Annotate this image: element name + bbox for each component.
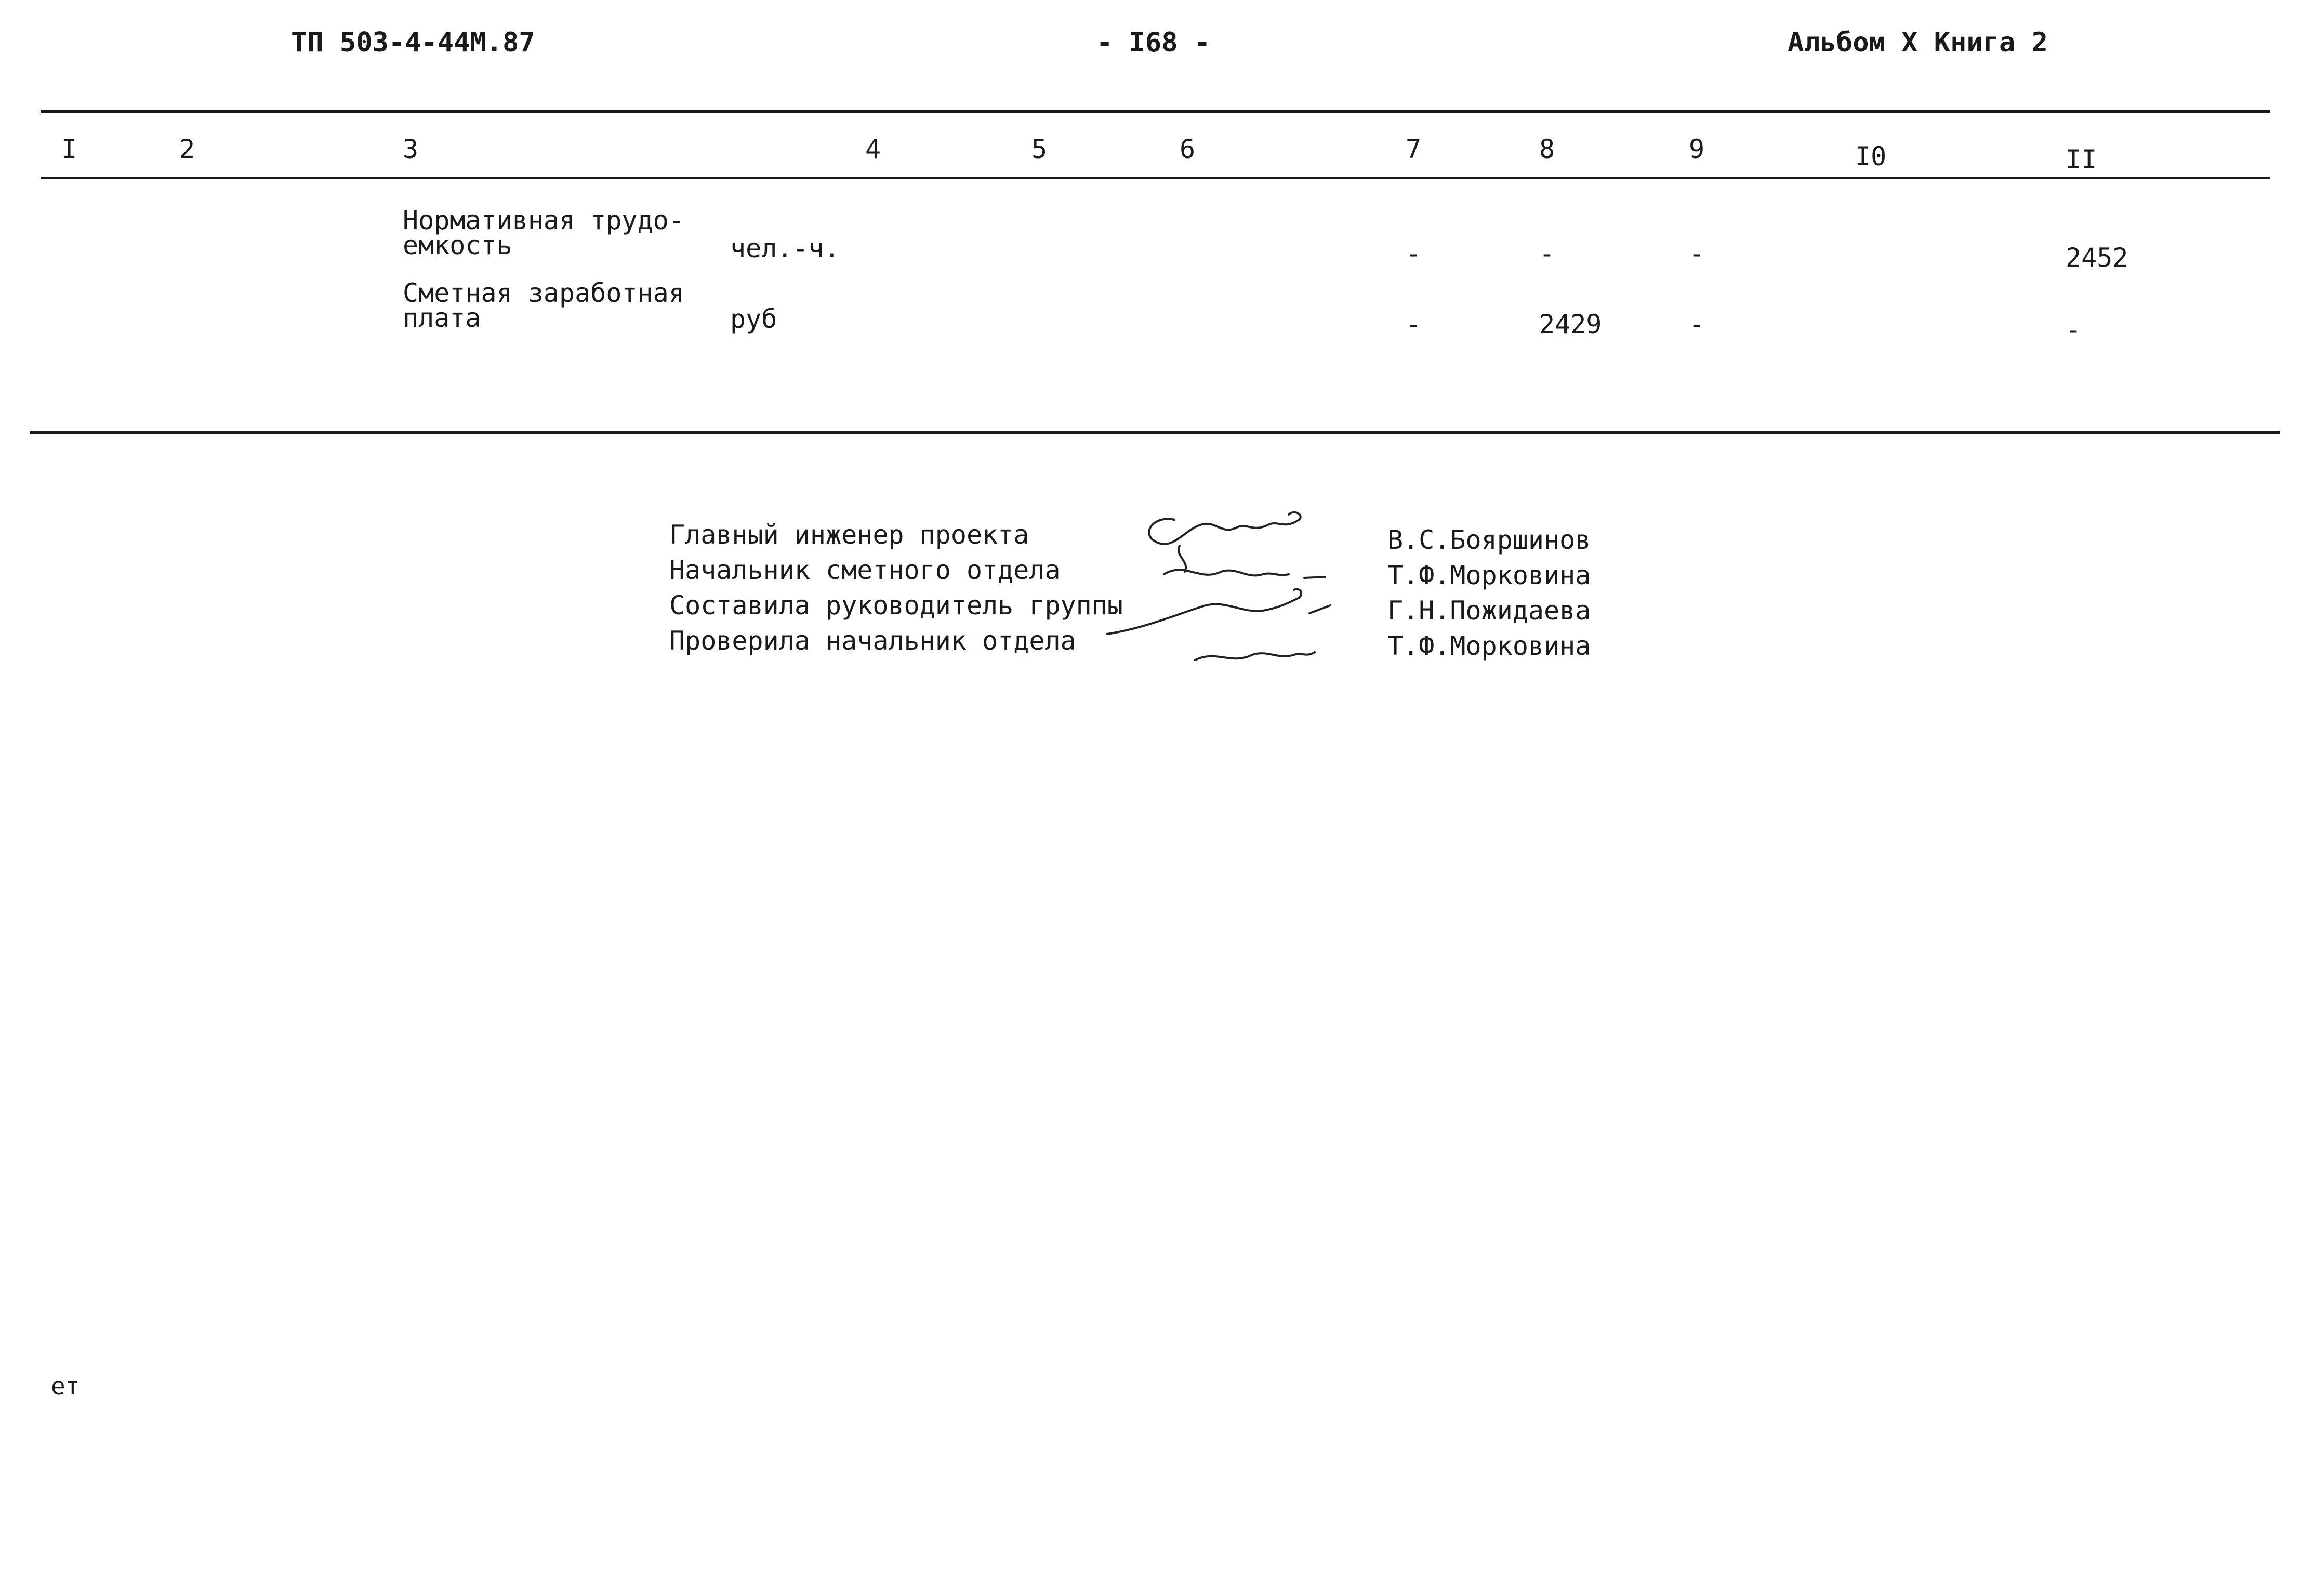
signer-name: Т.Ф.Морковина [1387,631,1591,661]
signer-name: В.С.Бояршинов [1387,525,1591,555]
row-name [403,205,684,260]
column-number: 2 [179,134,195,164]
row-unit: руб [730,304,777,334]
column-number: 9 [1689,134,1705,164]
signer-name: Т.Ф.Морковина [1387,560,1591,590]
signer-role: Главный инженер проекта [669,520,1029,550]
page-number: - I68 - [1096,27,1211,58]
row-value-col8: - [1539,239,1555,269]
column-number: 5 [1031,134,1048,164]
signer-name: Г.Н.Пожидаева [1387,596,1591,626]
column-number: 8 [1539,134,1555,164]
signer-role: Проверила начальник отдела [669,626,1076,656]
row-name-line: Нормативная трудо- [403,205,684,235]
row-value-col9: - [1689,239,1705,269]
handwritten-signatures [1096,483,1377,691]
row-value-col8: 2429 [1539,309,1602,339]
signature-scrawl [1107,589,1330,634]
column-number: 4 [865,134,881,164]
table-bottom-rule [30,431,2280,434]
row-name-line: плата [403,303,481,333]
table-header-rule [41,177,2270,179]
signature-scrawl [1195,652,1315,660]
row-name [403,278,684,333]
table-top-rule [41,110,2270,113]
column-number: II [2066,144,2097,175]
footer-mark: ет [51,1372,80,1400]
signature-scrawl [1179,546,1186,572]
column-number: I [61,134,77,164]
column-number: 6 [1180,134,1196,164]
signature-scrawl [1149,512,1301,544]
column-number: 7 [1406,134,1422,164]
row-unit: чел.-ч. [730,233,840,263]
row-name-line: Сметная заработная [403,278,684,308]
row-value-col7: - [1406,309,1422,339]
row-value-col7: - [1406,239,1422,269]
row-value-col11: - [2066,314,2082,345]
signer-role: Начальник сметного отдела [669,555,1061,585]
row-name-line: емкость [403,230,512,260]
album-book-label: Альбом X Книга 2 [1788,27,2048,58]
signer-role: Составила руководитель группы [669,590,1123,621]
row-value-col11: 2452 [2066,243,2128,273]
document-code: ТП 503-4-44М.87 [291,27,535,58]
row-value-col9: - [1689,309,1705,339]
column-number: 3 [403,134,419,164]
column-number: I0 [1855,141,1887,172]
signature-scrawl [1164,570,1325,578]
